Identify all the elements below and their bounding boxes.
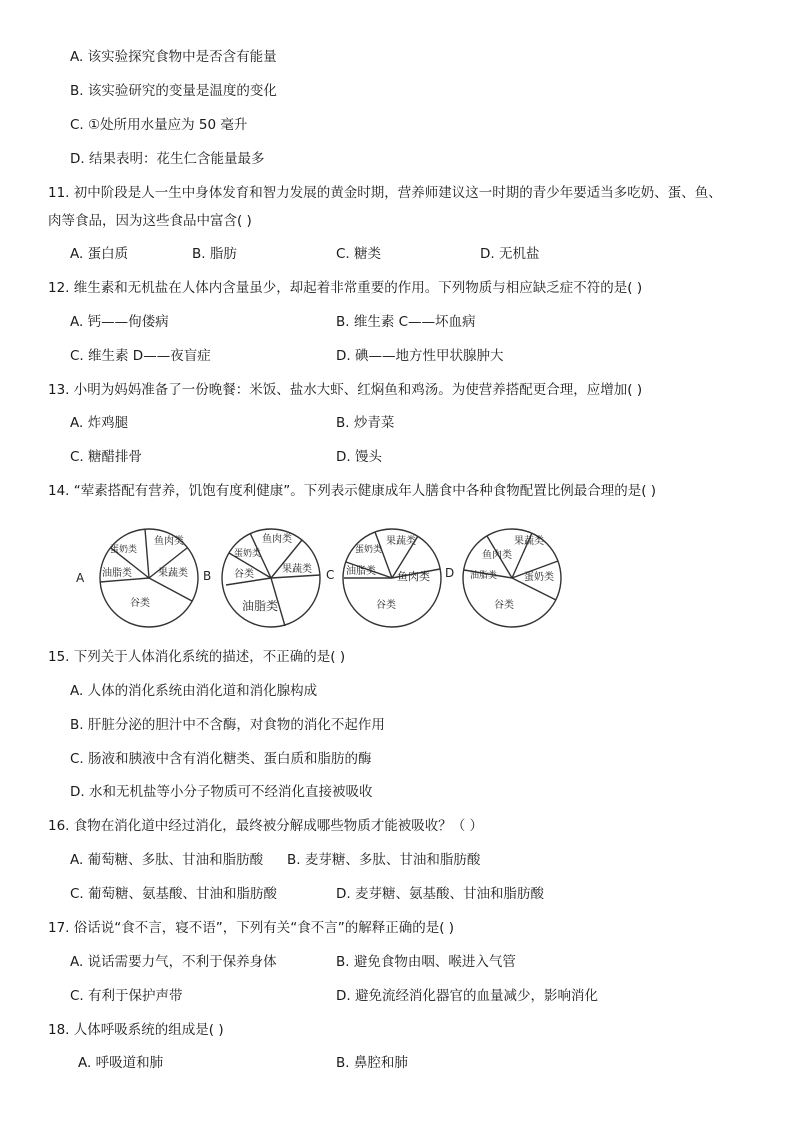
q15-option-c: C. 肠液和胰液中含有消化糖类、蛋白质和脂肪的酶 xyxy=(70,751,372,767)
pie-b-letter: B xyxy=(203,569,212,583)
pie-b-label-gulei: 谷类 xyxy=(234,569,254,580)
pie-a-letter: A xyxy=(76,571,85,585)
q17-option-b: B. 避免食物由咽、喉进入气管 xyxy=(336,954,516,970)
pie-b-label-guoshu: 果蔬类 xyxy=(282,564,312,575)
q11-option-b: B. 脂肪 xyxy=(192,246,237,262)
pie-d-label-guoshu: 果蔬类 xyxy=(514,536,544,547)
q17-option-d: D. 避免流经消化器官的血量减少，影响消化 xyxy=(336,988,598,1004)
q13-option-c: C. 糖醋排骨 xyxy=(70,449,143,465)
pie-d-label-yurou: 鱼肉类 xyxy=(482,550,512,561)
pie-d-label-gulei: 谷类 xyxy=(494,600,514,611)
q18-stem: 18. 人体呼吸系统的组成是( ) xyxy=(48,1022,224,1038)
q11-stem-line1: 11. 初中阶段是人一生中身体发育和智力发展的黄金时期，营养师建议这一时期的青少年要适当多吃奶、蛋、鱼、 xyxy=(48,185,722,201)
pie-a-label-youzhi: 油脂类 xyxy=(102,568,132,579)
q15-option-a: A. 人体的消化系统由消化道和消化腺构成 xyxy=(70,683,318,699)
q16-stem: 16. 食物在消化道中经过消化，最终被分解成哪些物质才能被吸收？（ ） xyxy=(48,818,484,834)
pie-c-letter: C xyxy=(326,568,335,582)
q17-option-c: C. 有利于保护声带 xyxy=(70,988,183,1004)
q14-pie-charts xyxy=(74,522,634,634)
pie-d-label-dannai: 蛋奶类 xyxy=(524,572,554,583)
q13-option-a: A. 炸鸡腿 xyxy=(70,415,129,431)
pie-c-label-guoshu: 果蔬类 xyxy=(386,536,416,547)
q15-option-d: D. 水和无机盐等小分子物质可不经消化直接被吸收 xyxy=(70,784,373,800)
q14-pie-figure xyxy=(74,522,634,634)
pie-a-label-dannai: 蛋奶类 xyxy=(110,545,138,555)
q12-option-c: C. 维生素 D——夜盲症 xyxy=(70,348,211,364)
pie-a-label-gulei: 谷类 xyxy=(130,598,150,609)
q16-option-b: B. 麦芽糖、多肽、甘油和脂肪酸 xyxy=(287,852,481,868)
q13-stem: 13. 小明为妈妈准备了一份晚餐：米饭、盐水大虾、红焖鱼和鸡汤。为使营养搭配更合理，应增加( ) xyxy=(48,382,643,398)
pie-a-label-guoshu: 果蔬类 xyxy=(158,568,188,579)
q11-option-c: C. 糖类 xyxy=(336,246,382,262)
q11-stem-line2: 肉等食品，因为这些食品中富含( ) xyxy=(48,213,252,229)
q13-option-d: D. 馒头 xyxy=(336,449,382,465)
pie-b-label-yurou: 鱼肉类 xyxy=(262,534,292,545)
pie-d-label-youzhi: 油脂类 xyxy=(470,571,498,581)
q10-option-d: D. 结果表明：花生仁含能量最多 xyxy=(70,151,265,167)
pie-a-label-yurou: 鱼肉类 xyxy=(154,536,184,547)
q16-option-c: C. 葡萄糖、氨基酸、甘油和脂肪酸 xyxy=(70,886,278,902)
q10-option-b: B. 该实验研究的变量是温度的变化 xyxy=(70,83,277,99)
q15-stem: 15. 下列关于人体消化系统的描述，不正确的是( ) xyxy=(48,649,346,665)
q12-option-a: A. 钙——佝偻病 xyxy=(70,314,169,330)
q18-option-b: B. 鼻腔和肺 xyxy=(336,1055,408,1071)
q10-option-a: A. 该实验探究食物中是否含有能量 xyxy=(70,49,277,65)
pie-b-label-dannai: 蛋奶类 xyxy=(234,549,262,559)
pie-c-label-youzhi: 油脂类 xyxy=(346,566,376,577)
pie-d-letter: D xyxy=(445,566,455,580)
q11-option-d: D. 无机盐 xyxy=(480,246,540,262)
pie-b-label-youzhi: 油脂类 xyxy=(242,599,279,613)
q12-option-b: B. 维生素 C——坏血病 xyxy=(336,314,476,330)
q17-option-a: A. 说话需要力气，不利于保养身体 xyxy=(70,954,277,970)
q13-option-b: B. 炒青菜 xyxy=(336,415,395,431)
q12-stem: 12. 维生素和无机盐在人体内含量虽少，却起着非常重要的作用。下列物质与相应缺乏症不符的是( ) xyxy=(48,280,643,296)
q15-option-b: B. 肝脏分泌的胆汁中不含酶，对食物的消化不起作用 xyxy=(70,717,385,733)
q17-stem: 17. 俗话说“食不言，寝不语”，下列有关“食不言”的解释正确的是( ) xyxy=(48,920,455,936)
q16-option-a: A. 葡萄糖、多肽、甘油和脂肪酸 xyxy=(70,852,264,868)
q10-option-c: C. ①处所用水量应为 50 毫升 xyxy=(70,117,248,133)
q12-option-d: D. 碘——地方性甲状腺肿大 xyxy=(336,348,504,364)
pie-c-label-gulei: 谷类 xyxy=(376,600,396,611)
pie-c-label-dannai: 蛋奶类 xyxy=(355,545,383,555)
q16-option-d: D. 麦芽糖、氨基酸、甘油和脂肪酸 xyxy=(336,886,544,902)
q18-option-a: A. 呼吸道和肺 xyxy=(78,1055,164,1071)
q14-stem: 14. “荤素搭配有营养，饥饱有度利健康”。下列表示健康成年人膳食中各种食物配置比例最合理的是( ) xyxy=(48,483,657,499)
q11-option-a: A. 蛋白质 xyxy=(70,246,129,262)
pie-c-label-yurou: 鱼肉类 xyxy=(397,570,430,583)
